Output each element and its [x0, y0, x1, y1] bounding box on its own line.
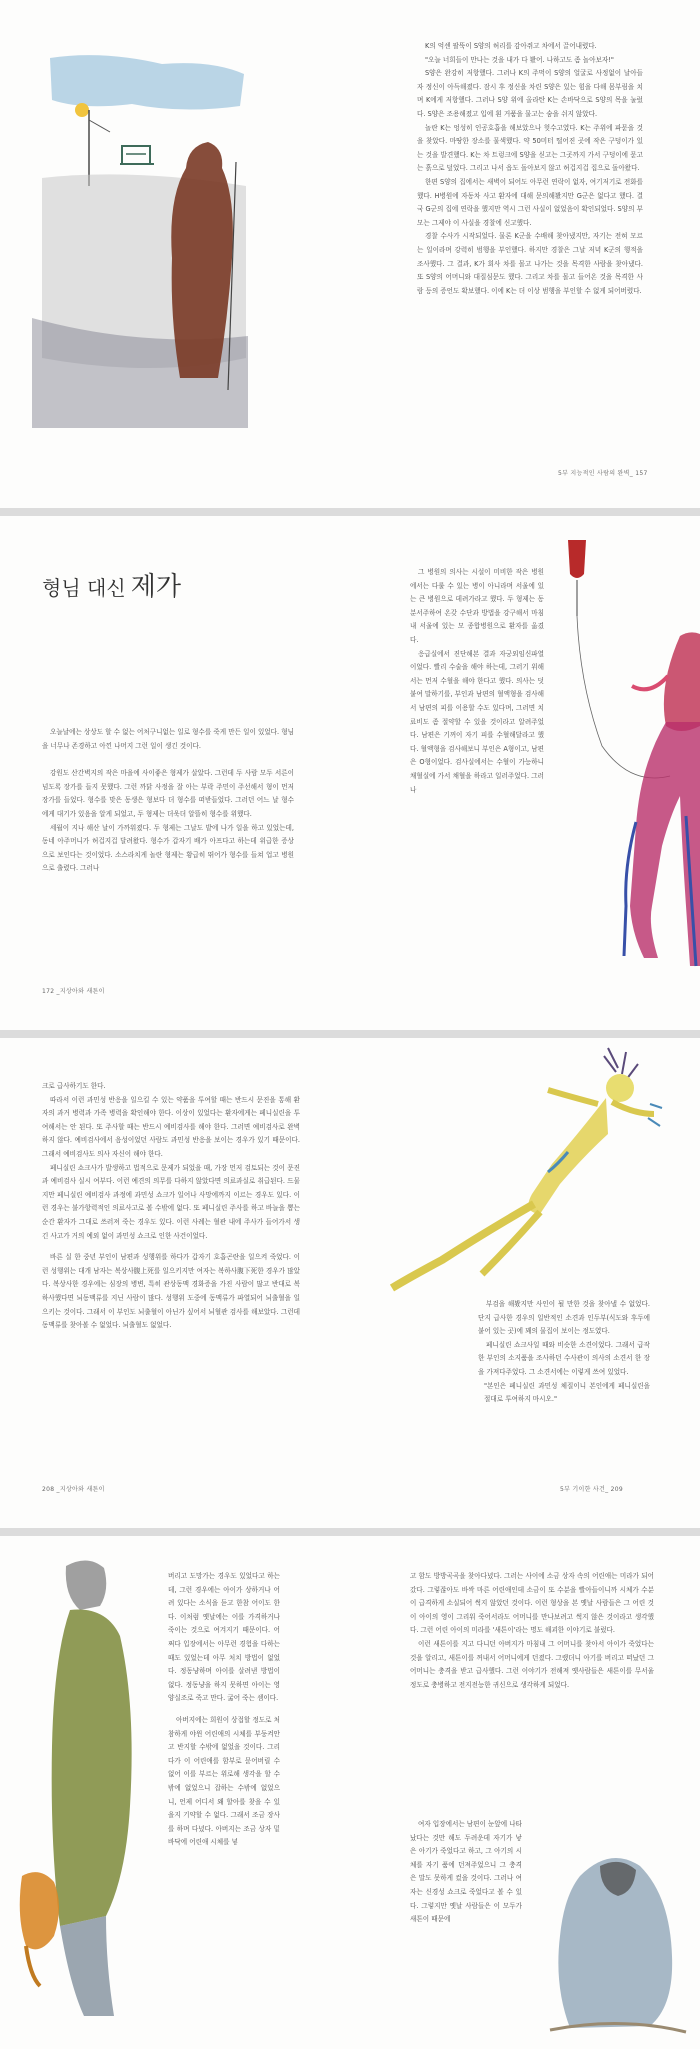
page-left-text: [168, 1570, 280, 1850]
paragraph: K의 억센 팔뚝이 S양의 허리를 감아쥐고 차에서 끌어내렸다.: [425, 42, 597, 50]
watercolor-standing-figure-illustration: [22, 18, 252, 438]
book-spread-4: [0, 1536, 700, 2049]
paragraph: 한편 S양의 집에서는 새벽이 되어도 아무런 연락이 없자, 여기저기로 전화를 했다. H병원에 자동차 사고 환자에 대해 문의해봤지만 G군은 없다고 했다. 결국 G군의 집에 연락을 했지만 역시 그런 사실이 없었음이 확인되었다. S양의 부모는 그제야 이 사실을 경찰에 신고했다.: [417, 177, 643, 227]
page-208-text: [42, 1080, 300, 1333]
page-right-text-bottom: [410, 1818, 522, 1927]
paragraph: 놀란 K는 엉성히 인공호흡을 해보았으나 헛수고였다. K는 주위에 파묻을 것을 찾았다. 마땅한 장소를 물색했다. 약 50미터 떨어진 곳에 작은 구덩이가 있는 것을 발견했다. K는 차 트렁크에 S양을 싣고는 그곳까지 가서 구덩이에 묻고는 흙으로 덮었다. 그리고 나서 읍도 돌아보지 않고 허겁지겁 집으로 돌아왔다.: [417, 123, 643, 173]
paragraph: 따라서 이런 과민성 반응을 일으킬 수 있는 약품을 투여할 때는 반드시 문진을 통해 환자의 과거 병력과 가족 병력을 확인해야 한다. 이상이 있었다는 환자에게는 페니실린을 투여해서는 안 된다. 또 주사할 때는 반드시 예비검사를 해야 한다. 그러면 예비검사로 완벽하지 않다. 예비검사에서 음성이었던 사람도 과민성 반응을 보이는 경우가 있기 때문이다. 그래서 예비검사도 의사 자신이 해야 한다.: [42, 1095, 300, 1158]
page-right-text-top: [410, 1570, 654, 1692]
watercolor-collapsed-figure-illustration: [372, 1044, 662, 1294]
paragraph: 응급실에서 진단해본 결과 자궁외임신파열이었다. 빨리 수술을 해야 하는데, 그러기 위해서는 먼저 수혈을 해야 한다고 했다. 의사는 덧붙여 말하기를, 부인과 남편의 혈액형을 검사해서 남편의 피를 이용할 수도 있다며, 그러면 치료비도 좀 절약할 수 있을 것이라고 알려주었다. 남편은 기꺼이 자기 피를 수혈해달라고 했다. 혈액형을 검사해보니 부인은 A형이고, 남편은 O형이었다. 검사실에서는 수혈이 가능하니 채혈실에 가서 채혈을 하라고 일러주었다. 그러나: [410, 649, 544, 794]
paragraph: 세월이 지나 해산 날이 가까워졌다. 두 형제는 그날도 밭에 나가 일을 하고 있었는데, 동네 아주머니가 허겁지겁 달려왔다. 형수가 갑자기 배가 아프다고 하는데 위급한 증상으로 보인다는 것이었다. 소스라치게 놀란 형제는 황급히 뛰어가 형수를 들쳐 업고 병원으로 출렸다. 그러나: [42, 823, 294, 873]
paragraph: 버리고 도망가는 경우도 있었다고 하는데, 그런 경우에는 아이가 상하거나 어려 있다는 소식을 듣고 한참 어이도 한다. 이처럼 옛날에는 이를 가격하거나 죽이는 것으로 여겨지기 때문이다. 어쩌다 입장에서는 아무런 경험을 다하는 때도 있었는데 아무 처치 방법이 없었다. 정동냥하며 아이를 살려낸 방법이 없다. 정동냥을 하지 못하면 아이는 영양실조로 죽고 만다. 굶어 죽는 셈이다.: [168, 1572, 280, 1703]
chapter-title-big: 제가: [130, 572, 181, 602]
paragraph: 그 병원의 의사는 시설이 미비한 작은 병원에서는 다룰 수 있는 병이 아니라며 서울에 있는 큰 병원으로 데려가라고 했다. 두 형제는 동분서주하여 온갖 수단과 방법을 강구해서 마침내 서울에 있는 모 종합병원으로 환자를 옮겼다.: [410, 568, 544, 644]
watercolor-crouching-figure-illustration: [540, 1836, 690, 2036]
paragraph: 아버지에는 희원이 상접할 정도로 처참하게 야윈 어린애의 시체를 부둥켜안고 반지할 수밖에 없었을 것이다. 그리다가 이 어린애를 함부로 묻어버릴 수 없어 이를 부르는 위로해 생각을 할 수 밖에 없었으니 잡하는 수밖에 없었으니, 언제 어디서 왜 할아를 찾을 수 있을지 기약할 수 없다. 그래서 조금 장사를 하며 다녔다. 아버지는 조금 상자 밑바닥에 어린애 시체를 넣: [168, 1715, 280, 1847]
paragraph: 강원도 산간벽지의 작은 마을에 사이좋은 형제가 살았다. 그런데 두 사람 모두 서른이 넘도록 장가를 들지 못했다. 그런 까닭 사정을 잘 아는 부락 주민이 주선해서 형이 먼저 장가를 들었다. 형수를 맞은 동생은 형보다 더 형수를 떠받들었다. 그러던 어느 날 형수에게 대기가 있음을 알게 되었고, 두 형제는 더욱더 알뜰히 형수를 위했다.: [42, 769, 294, 818]
chapter-title: [42, 566, 181, 603]
quote: "본인은 페니실린 과민성 체질이니 본인에게 페니실린을 절대로 투여하지 마시오.": [484, 1381, 650, 1404]
watercolor-walking-figure-illustration: [540, 526, 700, 986]
paragraph: 여자 입장에서는 남편이 눈앞에 나타났다는 것만 해도 두려운데 자기가 낳은 아기가 죽었다고 하고, 그 아기의 시체를 자기 품에 던져주었으니 그 충격은 말도 못하게 컸을 것이다. 그러나 여자는 신경성 쇼크로 죽었다고 볼 수 있다. 그렇지만 옛날 사람들은 이 모두가 새튼이 때문에: [410, 1820, 522, 1924]
page-folio: 172 _지상아와 새튼이: [42, 988, 105, 995]
paragraph: S양은 완강히 저항했다. 그러나 K의 주먹이 S양의 얼굴로 사정없이 날아들자 정신이 아득해졌다. 잠시 후 정신을 차린 S양은 있는 힘을 다해 몸부림을 치며 K에게 저항했다. 그러나 S양 위에 올라탄 K는 손바닥으로 S양의 목을 눌렀다. S양은 조용해졌고 입에 흰 거품을 물고는 숨을 쉬지 않았다.: [417, 69, 643, 118]
book-spread-2: [0, 516, 700, 1030]
paragraph: 페니실린 쇼크사일 때와 비슷한 소견이었다. 그래서 급작한 부인의 소지품을 조사하던 수사관이 의사의 소견서 한 장을 가져다주었다. 그 소견서에는 이렇게 쓰여 있었다.: [478, 1340, 650, 1376]
page-209-text: [478, 1298, 650, 1407]
paragraph: 크로 급사하기도 한다.: [42, 1082, 106, 1090]
page-173-text: [410, 566, 544, 797]
book-spread-3: [0, 1038, 700, 1528]
page-172-text: [42, 726, 294, 876]
book-spread-1: [0, 0, 700, 508]
page-folio-left: 208 _지상아와 새튼이: [42, 1486, 105, 1493]
paragraph: 부검을 해봤지만 사인이 될 만한 것을 찾아낼 수 없었다. 단지 급사한 경우의 일반적인 소견과 인두부(식도와 후두에 붙어 있는 곳)에 꽤의 물집이 보이는 정도였다.: [478, 1300, 650, 1336]
paragraph: 페니실린 쇼크사가 발생하고 법적으로 문제가 되었을 때, 가장 먼저 검토되는 것이 문진과 예비검사 실시 여부다. 이런 예견의 의무를 다하지 않았다면 의료과실로 취급된다. 드물지만 페니실린 예비검사 과정에 과민성 쇼크가 일어나 사망에까지 이르는 경우도 있다. 이런 경우는 불가항력적인 의료사고로 볼 수밖에 없다. 또 페니실린 주사를 하고 바늘을 뽑는 순간 환자가 그대로 쓰러져 죽는 경우도 있다. 이런 사례는 혈관 내에 주사가 들어가서 생긴 사고가 거의 예외 없이 과민성 쇼크로 인한 사건이었다.: [42, 1163, 300, 1240]
paragraph: 경찰 수사가 시작되었다. 물론 K군을 수배해 찾아냈지만, 자기는 전혀 모르는 일이라며 강력히 범행을 부인했다. 하지만 경찰은 그날 저녁 K군의 행적을 조사했다. 그 결과, K가 회사 차를 몰고 나가는 것을 목격한 사람을 찾아냈다. 또 S양의 어머니와 대질심문도 했다. 그리고 차를 몰고 들어온 것을 목격한 사람 등의 증언도 확보했다. 이에 K는 더 이상 범행을 부인할 수 없게 되어버렸다.: [417, 232, 643, 295]
paragraph: 오늘날에는 상상도 할 수 없는 어처구니없는 일로 형수를 죽게 만든 일이 있었다. 형님을 너무나 존경하고 아낀 나머지 그런 일이 생긴 것이다.: [42, 728, 294, 750]
page-folio-right: 5부 기이한 사건_ 209: [560, 1486, 623, 1493]
chapter-title-small: 형님 대신: [42, 576, 126, 600]
paragraph: "오늘 너희들이 만나는 것을 내가 다 봤어. 나하고도 좀 놀아보자!": [425, 55, 614, 64]
paragraph: 고 함도 방방곡곡을 찾아다녔다. 그러는 사이에 소금 상자 속의 어린애는 미라가 되어갔다. 그렇잖아도 바싹 마른 어린애인데 소금이 또 수분을 빨아들이니까 시체가 수분이 급격하게 소실되어 썩지 않았던 것이다. 이런 형상을 본 옛날 사람들은 그 어린 것이 아이의 영이 그리워 죽어서라도 어머니를 만나보려고 썩지 않은 것이라고 생각했다. 그런 어린 아이의 미라를 '새튼이'라는 명도 해괴한 이야기로 불렀다.: [410, 1572, 654, 1635]
watercolor-man-with-child-illustration: [10, 1546, 160, 2046]
paragraph: 이런 새튼이를 지고 다니던 아버지가 마침내 그 어머니를 찾아서 아이가 죽었다는 것을 알리고, 새튼이를 꺼내서 어머니에게 던졌다. 그랬더니 아기를 버리고 떠났던 그 어머니는 충격을 받고 급사했다. 그런 이야기가 전해져 옛사람들은 새튼이를 무서울 정도로 충병하고 전지전능한 귀신으로 생각하게 되었다.: [410, 1639, 654, 1689]
page-folio: 5부 지능적인 사람의 완벽_ 157: [558, 470, 648, 477]
page-157-text: [417, 40, 643, 298]
paragraph: 바른 실 한 중년 부인이 남편과 성행위를 하다가 갑자기 호흡곤란을 일으켜 죽었다. 이런 성행위는 대개 남자는 복상사腹上死를 일으키지만 여자는 복하사腹下死한 경우가 많았다. 복상사한 경우에는 심장의 병변, 특히 관상동맥 경화증을 가진 사람이 많고 반대로 복하사했다면 뇌동맥류를 지닌 사람이 많다. 성행위 도중에 동맥류가 파열되어 뇌출혈을 일으키는 것이다. 그래서 이 부인도 뇌출혈이 아닌가 싶어서 뇌혈관 검사를 해보았다. 그런데 동맥류를 찾아볼 수 없었다. 뇌출혈도 없었다.: [42, 1253, 300, 1330]
